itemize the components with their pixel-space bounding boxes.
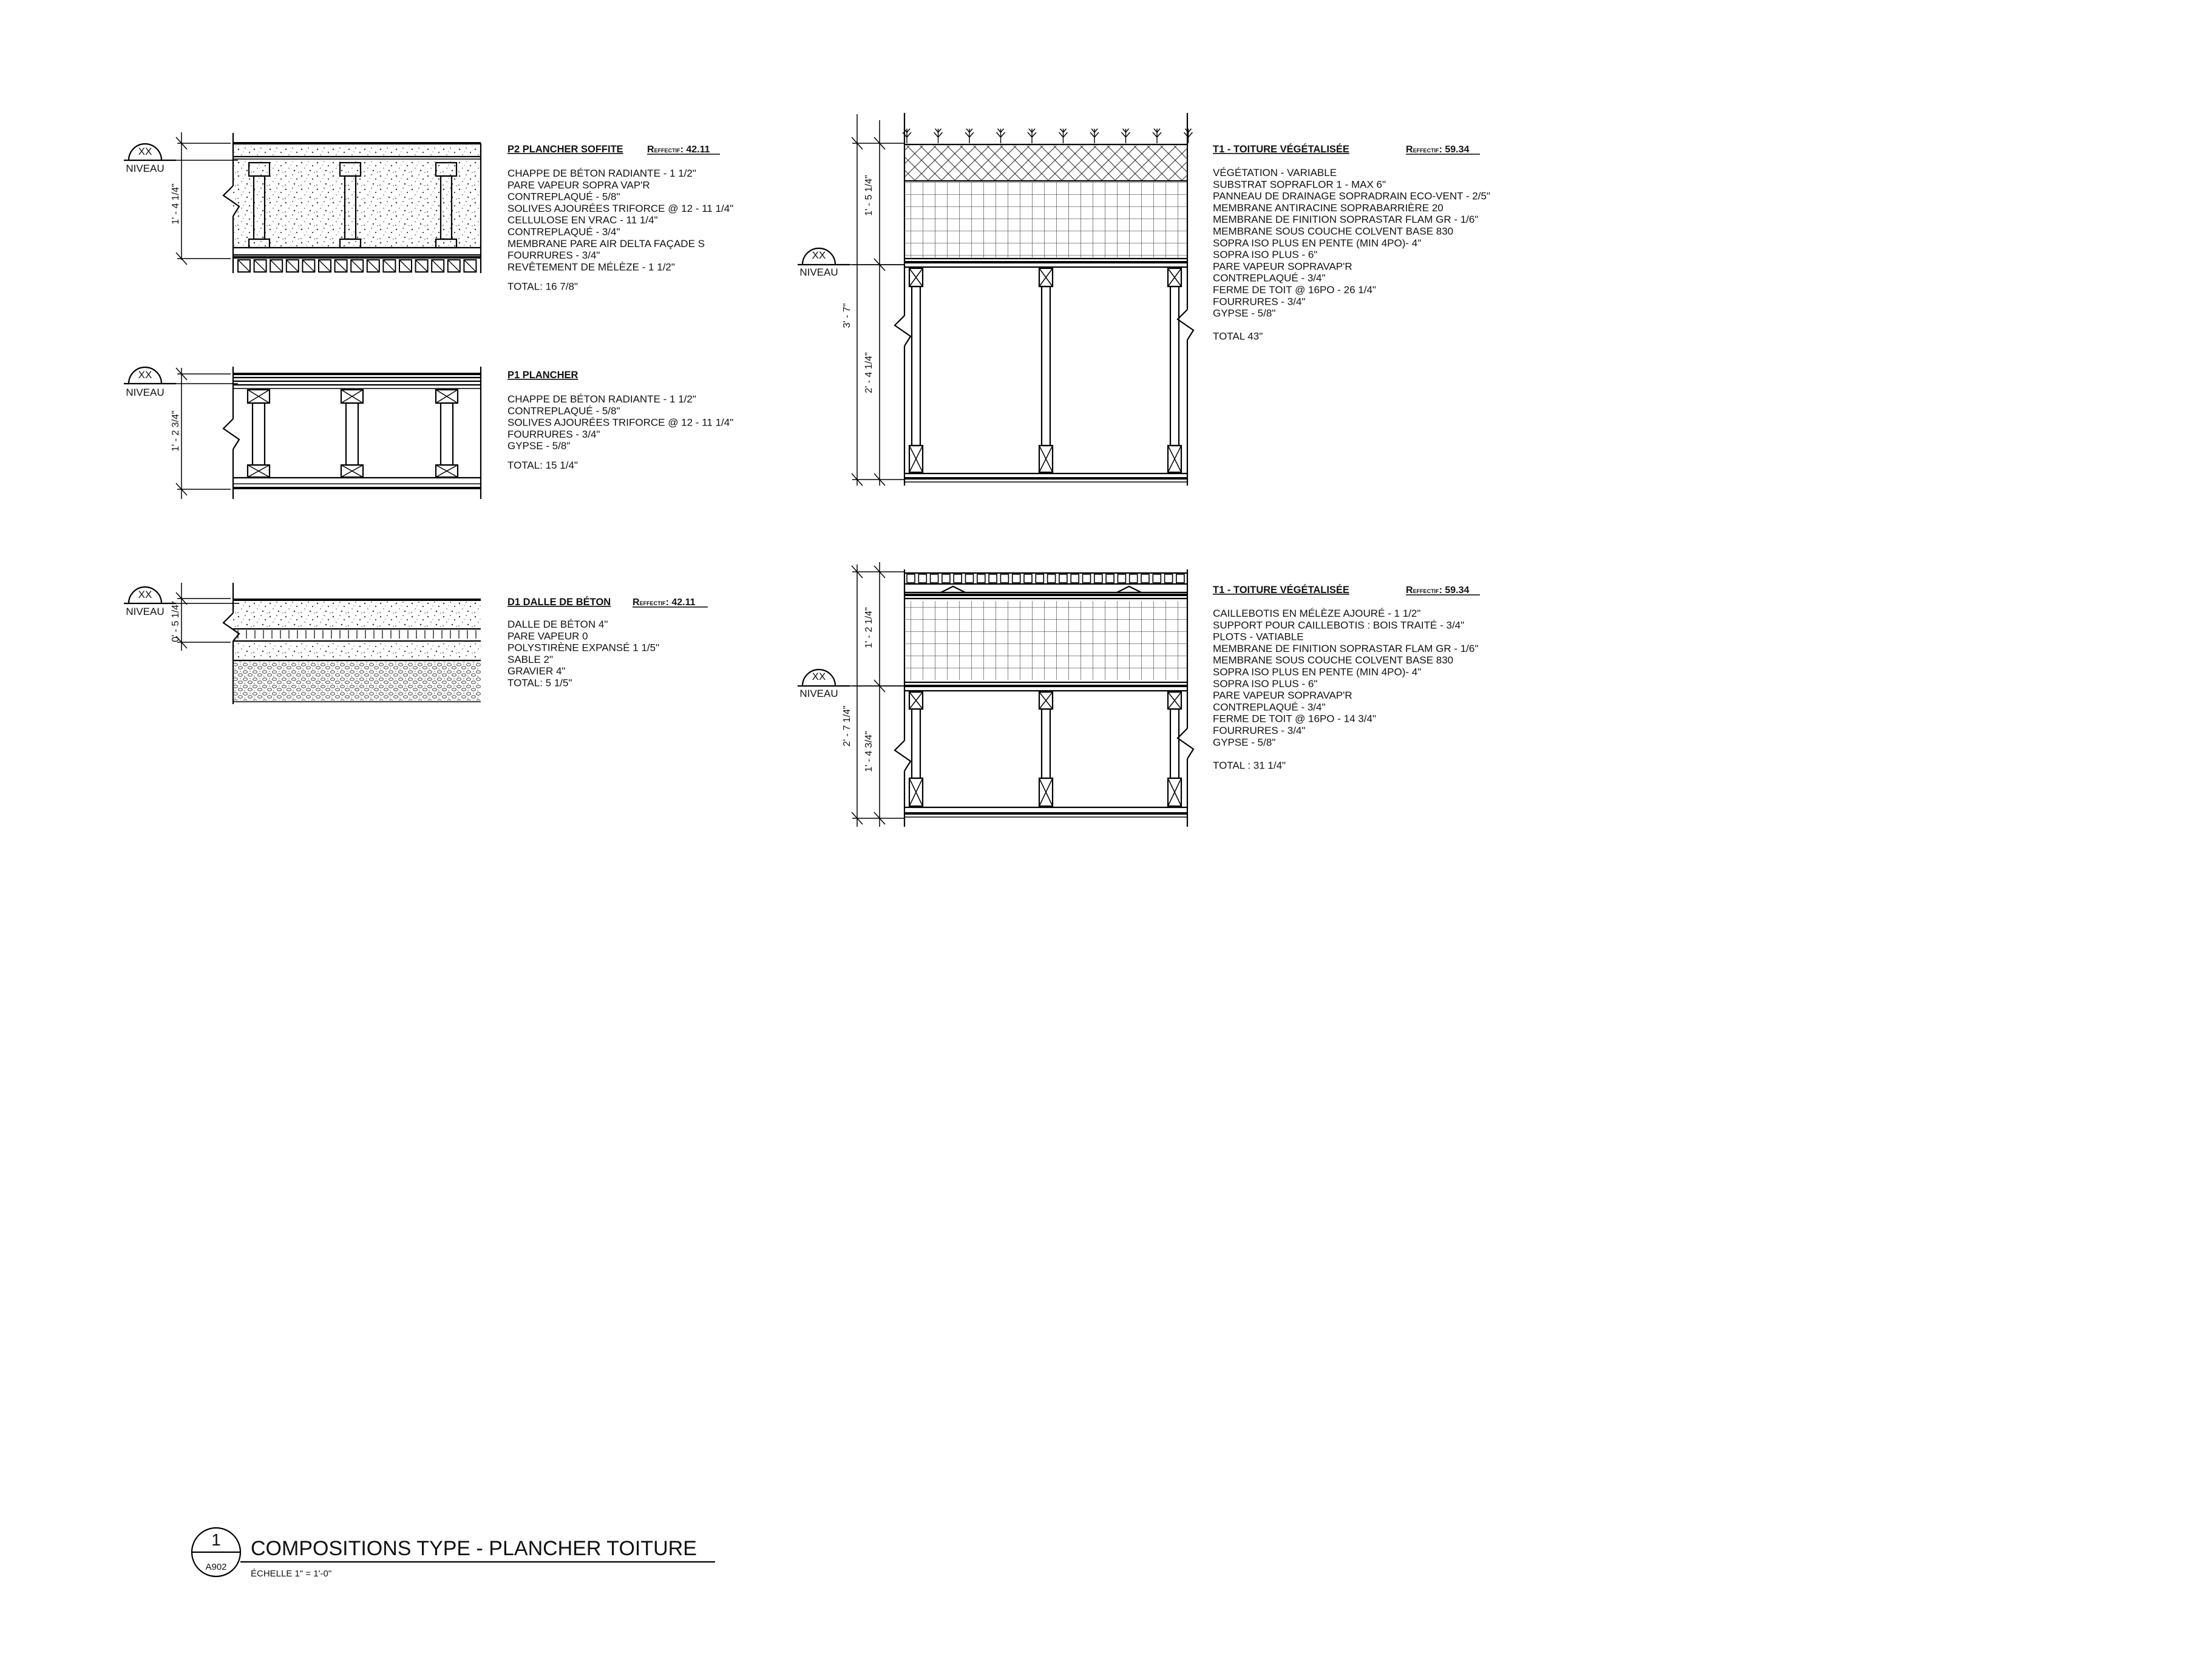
layer-list — [507, 619, 659, 689]
layer-item: PARE VAPEUR SOPRAVAP'R — [1213, 690, 1352, 702]
decking-board — [1083, 574, 1091, 583]
level-marker — [124, 367, 238, 398]
layer-item: GYPSE - 5/8" — [507, 440, 571, 452]
layer-item: FOURRURES - 3/4" — [507, 428, 600, 440]
layer-item: FERME DE TOIT @ 16PO - 26 1/4" — [1213, 284, 1376, 296]
level-marker — [124, 144, 238, 174]
layer-item: POLYSTIRÈNE EXPANSÉ 1 1/5" — [507, 642, 660, 654]
layer-item: PARE VAPEUR SOPRAVAP'R — [1213, 260, 1352, 273]
decking-board — [1024, 574, 1032, 583]
dimension-label-bottom: 1' - 4 3/4" — [864, 731, 874, 772]
layer-item: SOPRA ISO PLUS EN PENTE (MIN 4PO)- 4" — [1213, 237, 1422, 249]
r-effective-label: REFFECTIF: 42.11 — [647, 144, 710, 155]
layer-item: REVÊTEMENT DE MÉLÈZE - 1 1/2" — [507, 261, 675, 273]
level-marker — [798, 248, 904, 278]
plant-symbol — [1122, 129, 1130, 143]
r-effective-label: REFFECTIF: 42.11 — [633, 597, 696, 608]
sheet-reference: A902 — [205, 1562, 227, 1572]
layer-item: SOPRA ISO PLUS - 6" — [1213, 249, 1318, 261]
layer-item: PANNEAU DE DRAINAGE SOPRADRAIN ECO-VENT - 2/5" — [1213, 190, 1490, 202]
assembly-t1b — [798, 562, 1480, 827]
view-scale: ÉCHELLE 1" = 1'-0" — [251, 1569, 332, 1579]
foam-layer — [238, 630, 476, 639]
assembly-total: TOTAL: 15 1/4" — [507, 460, 578, 472]
layer-item: SOPRA ISO PLUS EN PENTE (MIN 4PO)- 4" — [1213, 666, 1422, 678]
layer-item: FERME DE TOIT @ 16PO - 14 3/4" — [1213, 713, 1376, 725]
plant-symbol — [1090, 129, 1099, 143]
decking-board — [1059, 574, 1067, 583]
level-marker — [124, 587, 238, 617]
dimension-label: 1' - 4 1/4" — [171, 183, 181, 225]
dimension-lines — [842, 114, 904, 486]
plant-symbol — [1153, 129, 1161, 143]
layer-item: PARE VAPEUR SOPRA VAP'R — [507, 179, 650, 191]
roof-trusses — [909, 268, 1181, 472]
roof-trusses — [909, 692, 1181, 806]
decking-board — [977, 574, 985, 583]
vegetation-symbols — [903, 129, 1193, 143]
layer-item: GRAVIER 4" — [507, 665, 566, 677]
layer-item: SUPPORT POUR CAILLEBOTIS : BOIS TRAITÉ - 3/4" — [1213, 619, 1465, 631]
plant-symbol — [1028, 129, 1036, 143]
layer-item: CONTREPLAQUÉ - 3/4" — [1213, 701, 1326, 713]
section-graphic — [895, 113, 1193, 486]
level-marker — [798, 670, 904, 699]
level-label: NIVEAU — [799, 266, 838, 278]
decking-board — [1153, 574, 1161, 583]
layer-item: CHAPPE DE BÉTON RADIANTE - 1 1/2" — [507, 393, 696, 405]
detail-number: 1 — [211, 1530, 221, 1549]
layer-item: MEMBRANE ANTIRACINE SOPRABARRIÈRE 20 — [1213, 202, 1444, 214]
section-graphic — [223, 583, 481, 704]
assembly-title: P1 PLANCHER — [507, 370, 578, 381]
decking-board — [989, 574, 997, 583]
plant-symbol — [934, 129, 943, 143]
layer-item: CONTREPLAQUÉ - 3/4" — [507, 226, 620, 238]
plant-symbol — [1184, 129, 1193, 143]
layer-item: MEMBRANE PARE AIR DELTA FAÇADE S — [507, 237, 705, 249]
layer-list — [507, 393, 733, 471]
dimension-label: 0' - 5 1/4" — [171, 601, 181, 642]
layer-item: PLOTS - VATIABLE — [1213, 631, 1304, 643]
decking-board — [1036, 574, 1043, 583]
level-tag: XX — [812, 249, 826, 261]
joists — [248, 390, 458, 477]
decking-board — [1141, 574, 1149, 583]
level-label: NIVEAU — [799, 688, 838, 699]
furring-strips — [238, 260, 476, 272]
level-tag: XX — [138, 589, 152, 600]
layer-item: DALLE DE BÉTON 4" — [507, 619, 608, 630]
decking-board — [1118, 574, 1125, 583]
decking-board — [1130, 574, 1138, 583]
layer-item: GYPSE - 5/8" — [1213, 736, 1276, 748]
decking-board — [942, 574, 950, 583]
layer-item: CONTREPLAQUÉ - 5/8" — [507, 405, 620, 417]
assembly-total: TOTAL 43" — [1213, 330, 1263, 342]
spec-block — [507, 144, 733, 292]
level-tag: XX — [138, 146, 152, 157]
plant-symbol — [965, 129, 974, 143]
layer-item: CHAPPE DE BÉTON RADIANTE - 1 1/2" — [507, 168, 696, 179]
decking-board — [966, 574, 974, 583]
decking-board — [1165, 574, 1173, 583]
layer-item: FOURRURES - 3/4" — [1213, 725, 1306, 736]
decking-board — [1094, 574, 1102, 583]
layer-item: CAILLEBOTIS EN MÉLÈZE AJOURÉ - 1 1/2" — [1213, 608, 1421, 619]
decking-board — [1000, 574, 1008, 583]
level-label: NIVEAU — [126, 606, 165, 617]
layer-item: SOPRA ISO PLUS - 6" — [1213, 677, 1318, 690]
assembly-title: T1 - TOITURE VÉGÉTALISÉE — [1213, 144, 1349, 155]
decking-board — [918, 574, 926, 583]
layer-item: CONTREPLAQUÉ - 3/4" — [1213, 272, 1326, 284]
level-tag: XX — [138, 369, 152, 381]
spec-block — [1213, 143, 1490, 342]
spec-block — [507, 596, 708, 689]
assembly-p1 — [124, 367, 733, 499]
decking-board — [1013, 574, 1020, 583]
dimension-line — [171, 132, 231, 265]
assembly-total: TOTAL: 16 7/8" — [507, 280, 578, 293]
decking-board — [1106, 574, 1114, 583]
assembly-total: TOTAL: 5 1/5" — [507, 677, 572, 689]
layer-item: VÉGÉTATION - VARIABLE — [1213, 167, 1337, 178]
layer-item: SOLIVES AJOURÉES TRIFORCE @ 12 - 11 1/4" — [507, 202, 734, 214]
assembly-total: TOTAL : 31 1/4" — [1213, 759, 1286, 772]
dimension-lines — [842, 562, 904, 827]
view-title: COMPOSITIONS TYPE - PLANCHER TOITURE — [251, 1537, 697, 1560]
section-graphic — [223, 367, 481, 499]
decking-boards — [907, 574, 1184, 583]
decking-board — [1048, 574, 1056, 583]
level-label: NIVEAU — [126, 387, 165, 398]
decking-board — [1071, 574, 1079, 583]
section-graphic — [895, 569, 1193, 827]
layer-item: MEMBRANE SOUS COUCHE COLVENT BASE 830 — [1213, 225, 1454, 237]
level-label: NIVEAU — [126, 163, 165, 174]
layer-list — [507, 168, 733, 292]
r-effective-label: REFFECTIF: 59.34 — [1406, 585, 1470, 595]
layer-item: MEMBRANE DE FINITION SOPRASTAR FLAM GR - 1/6" — [1213, 214, 1479, 226]
assembly-title: P2 PLANCHER SOFFITE — [507, 144, 623, 155]
dimension-label-bottom: 2' - 4 1/4" — [864, 352, 874, 393]
layer-item: CONTREPLAQUÉ - 5/8" — [507, 191, 620, 203]
assembly-t1a — [798, 113, 1490, 486]
decking-board — [954, 574, 962, 583]
spec-block — [507, 370, 733, 471]
layer-item: FOURRURES - 3/4" — [1213, 296, 1306, 308]
decking-board — [931, 574, 938, 583]
plant-symbol — [1059, 129, 1068, 143]
dimension-label-top: 1' - 2 1/4" — [864, 607, 874, 648]
dimension-label-overall: 3' - 7" — [842, 303, 852, 328]
spec-block — [1213, 584, 1480, 771]
dimension-line — [171, 583, 231, 651]
layer-list — [1213, 167, 1490, 342]
decking-board — [907, 574, 915, 583]
dimension-label-top: 1' - 5 1/4" — [864, 175, 874, 216]
layer-item: FOURRURES - 3/4" — [507, 249, 600, 262]
r-effective-label: REFFECTIF: 59.34 — [1406, 144, 1470, 155]
layer-item: CELLULOSE EN VRAC - 11 1/4" — [507, 214, 658, 226]
level-tag: XX — [812, 671, 826, 682]
layer-item: PARE VAPEUR 0 — [507, 630, 588, 642]
layer-list — [1213, 608, 1478, 771]
layer-item: MEMBRANE DE FINITION SOPRASTAR FLAM GR - 1/6" — [1213, 642, 1479, 654]
layer-item: SOLIVES AJOURÉES TRIFORCE @ 12 - 11 1/4" — [507, 416, 734, 429]
layer-item: GYPSE - 5/8" — [1213, 307, 1276, 319]
assembly-title: T1 - TOITURE VÉGÉTALISÉE — [1213, 585, 1349, 595]
view-title-block — [192, 1528, 715, 1579]
layer-item: SUBSTRAT SOPRAFLOR 1 - MAX 6" — [1213, 178, 1386, 191]
dimension-label-overall: 2' - 7 1/4" — [842, 705, 852, 747]
decking-board — [1176, 574, 1184, 583]
assembly-d1 — [124, 583, 708, 704]
plant-symbol — [997, 129, 1005, 143]
assembly-title: D1 DALLE DE BÉTON — [507, 597, 611, 608]
layer-item: SABLE 2" — [507, 653, 554, 665]
dimension-label: 1' - 2 3/4" — [171, 410, 181, 452]
dimension-line — [171, 368, 231, 499]
layer-item: MEMBRANE SOUS COUCHE COLVENT BASE 830 — [1213, 654, 1454, 667]
